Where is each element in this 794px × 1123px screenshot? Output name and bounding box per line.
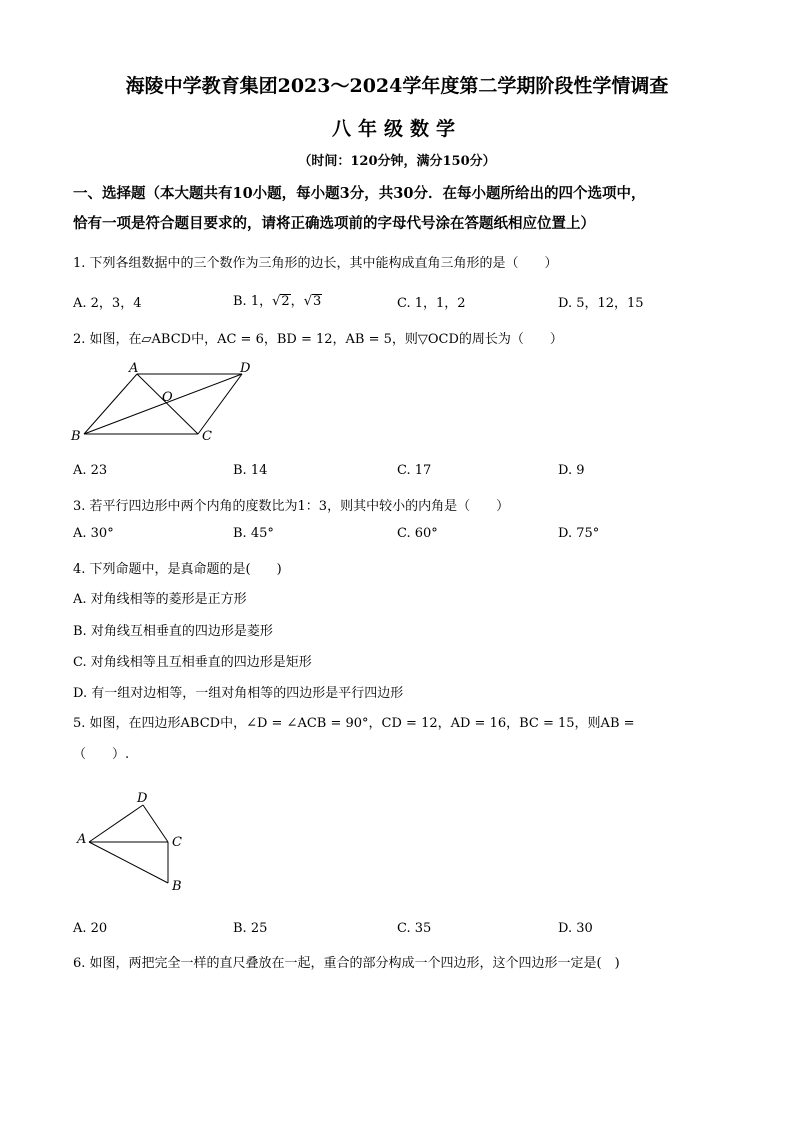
q4-option-b: B. 对角线互相垂直的四边形是菱形 [73, 624, 273, 639]
question-1-stem: 1. 下列各组数据中的三个数作为三角形的边长，其中能构成直角三角形的是（ ） [73, 256, 558, 271]
q2-option-b: B. 14 [233, 463, 268, 478]
radical-sign-icon: √ [303, 294, 312, 309]
q5-segment-ab [89, 842, 168, 883]
q3-option-d: D. 75° [558, 526, 600, 541]
exam-subtitle: 八年级数学 [331, 118, 462, 140]
question-4-stem: 4. 下列命题中，是真命题的是( ) [73, 562, 282, 577]
q5-label-d: D [137, 791, 148, 806]
section-heading-line2: 恰有一项是符合题目要求的，请将正确选项前的字母代号涂在答题纸相应位置上） [73, 215, 595, 232]
q3-option-b: B. 45° [233, 526, 274, 541]
q2-option-d: D. 9 [558, 463, 585, 478]
q5-option-c: C. 35 [397, 921, 432, 936]
q4-option-c: C. 对角线相等且互相垂直的四边形是矩形 [73, 655, 312, 670]
q2-label-a: A [129, 361, 139, 376]
q2-segment-ab [84, 374, 137, 434]
q2-segment-cd [198, 374, 242, 434]
radical-sign-icon: √ [272, 294, 281, 309]
question-6-stem: 6. 如图，两把完全一样的直尺叠放在一起，重合的部分构成一个四边形，这个四边形一定是( ) [73, 956, 620, 971]
q1-option-b-radicand-2: 3 [312, 294, 322, 309]
q1-option-b [233, 290, 322, 309]
q1-option-a: A. 2，3，4 [73, 296, 142, 311]
q2-parallelogram-figure [66, 358, 266, 448]
time-note: （时间：120分钟，满分150分） [298, 154, 496, 169]
q2-label-c: C [202, 429, 212, 444]
q5-label-b: B [172, 879, 182, 894]
exam-title: 海陵中学教育集团2023～2024学年度第二学期阶段性学情调查 [125, 75, 669, 97]
q2-label-d: D [240, 361, 251, 376]
q3-option-c: C. 60° [397, 526, 438, 541]
q1-option-b-radicand-1: 2 [281, 294, 290, 309]
q5-label-c: C [172, 835, 182, 850]
q3-option-a: A. 30° [73, 526, 114, 541]
question-5-stem-line2: （ ）. [73, 747, 130, 762]
q2-label-b: B [71, 429, 81, 444]
q2-option-c: C. 17 [397, 463, 432, 478]
q5-label-a: A [77, 832, 87, 847]
question-5-stem: 5. 如图，在四边形ABCD中，∠D = ∠ACB = 90°，CD = 12，AD = 16，BC = 15，则AB = [73, 716, 635, 731]
q5-segment-ad [89, 805, 143, 842]
section-heading-line1: 一、选择题（本大题共有10小题，每小题3分，共30分．在每小题所给出的四个选项中， [73, 185, 646, 202]
q4-option-a: A. 对角线相等的菱形是正方形 [73, 592, 247, 607]
q4-option-d: D. 有一组对边相等，一组对角相等的四边形是平行四边形 [73, 686, 404, 701]
q1-option-b-separator: ， [290, 294, 304, 309]
q2-label-o: O [162, 390, 173, 405]
q5-option-d: D. 30 [558, 921, 593, 936]
q1-option-d: D. 5，12，15 [558, 296, 644, 311]
q1-option-c: C. 1，1，2 [397, 296, 466, 311]
q5-option-a: A. 20 [73, 921, 108, 936]
q5-quadrilateral-figure [70, 786, 200, 896]
question-3-stem: 3. 若平行四边形中两个内角的度数比为1：3，则其中较小的内角是（ ） [73, 499, 510, 514]
q2-option-a: A. 23 [73, 463, 108, 478]
question-2-stem: 2. 如图，在▱ABCD中，AC = 6，BD = 12，AB = 5，则▽OCD的周长为（ ） [73, 332, 563, 347]
q5-segment-dc [143, 805, 168, 842]
q1-option-b-prefix: B. 1， [233, 294, 273, 309]
q5-option-b: B. 25 [233, 921, 268, 936]
